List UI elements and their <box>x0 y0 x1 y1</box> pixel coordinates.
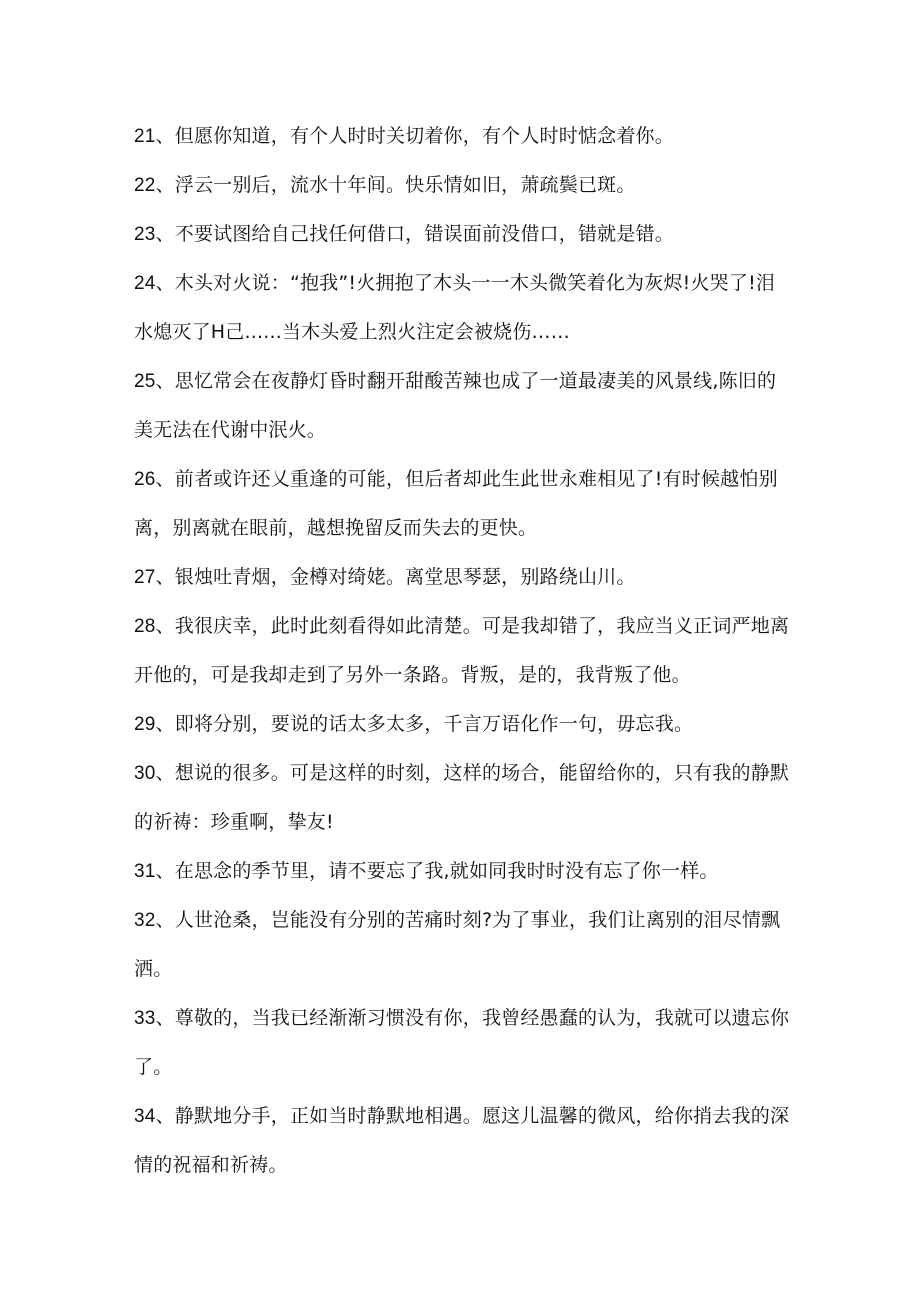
item-text: 、想说的很多。可是这样的时刻，这样的场合，能留给你的，只有我的静默的祈祷：珍重啊，挚友! <box>134 762 790 833</box>
item-text: 、但愿你知道，有个人时时关切着你，有个人时时惦念着你。 <box>155 125 674 147</box>
item-text: 、前者或许还乂重逢的可能，但后者却此生此世永难相见了!有时候越怕别离，别离就在眼前，越想挽留反而失去的更快。 <box>134 468 778 539</box>
list-item <box>134 357 794 455</box>
item-text: 、不要试图给自己找任何借口，错误面前没借口，错就是错。 <box>155 223 674 245</box>
item-text: 、即将分别，要说的话太多太多，千言万语化作一句，毋忘我。 <box>155 713 694 735</box>
item-number: 26 <box>134 469 156 490</box>
list-item <box>134 602 794 700</box>
list-item <box>134 847 794 896</box>
item-number: 29 <box>134 714 156 735</box>
item-number: 21 <box>134 126 156 147</box>
item-text: 、尊敬的，当我已经渐渐习惯没有你，我曾经愚蠢的认为，我就可以遗忘你了。 <box>134 1007 790 1078</box>
list-item <box>134 259 794 357</box>
list-item <box>134 112 794 161</box>
item-number: 34 <box>134 1106 156 1127</box>
item-number: 27 <box>134 567 156 588</box>
item-text: 、人世沧桑，岂能没有分别的苦痛时刻?为了事业，我们让离别的泪尽情飘洒。 <box>134 909 781 980</box>
item-number: 23 <box>134 224 156 245</box>
quote-list <box>134 112 794 1190</box>
list-item <box>134 896 794 994</box>
item-number: 32 <box>134 910 156 931</box>
list-item <box>134 1092 794 1190</box>
list-item <box>134 455 794 553</box>
item-number: 28 <box>134 616 156 637</box>
item-text: 、在思念的季节里，请不要忘了我,就如同我时时没有忘了你一样。 <box>155 860 719 882</box>
list-item <box>134 994 794 1092</box>
list-item <box>134 161 794 210</box>
item-text: 、浮云一别后，流水十年间。快乐情如旧，萧疏鬓已斑。 <box>155 174 636 196</box>
item-text: 、银烛吐青烟，金樽对绮姥。离堂思琴瑟，别路绕山川。 <box>155 566 636 588</box>
item-text: 、我很庆幸，此时此刻看得如此清楚。可是我却错了，我应当义正词严地离开他的，可是我却走到了另外一条路。背叛，是的，我背叛了他。 <box>134 615 790 686</box>
item-number: 22 <box>134 175 156 196</box>
item-text: 、静默地分手，正如当时静默地相遇。愿这儿温馨的微风，给你捎去我的深情的祝福和祈祷。 <box>134 1105 790 1176</box>
list-item <box>134 553 794 602</box>
item-text: 、思忆常会在夜静灯昏时翻开甜酸苦辣也成了一道最凄美的风景线,陈旧的美无法在代谢中泯火。 <box>134 370 777 441</box>
item-number: 33 <box>134 1008 156 1029</box>
item-text: 、木头对火说：“抱我”!火拥抱了木头一一木头微笑着化为灰烬!火哭了!泪水熄灭了H己......当木头爱上烈火注定会被烧伤…… <box>134 272 776 343</box>
list-item <box>134 210 794 259</box>
item-number: 25 <box>134 371 156 392</box>
item-number: 30 <box>134 763 156 784</box>
item-number: 31 <box>134 861 156 882</box>
list-item <box>134 700 794 749</box>
item-number: 24 <box>134 273 156 294</box>
list-item <box>134 749 794 847</box>
